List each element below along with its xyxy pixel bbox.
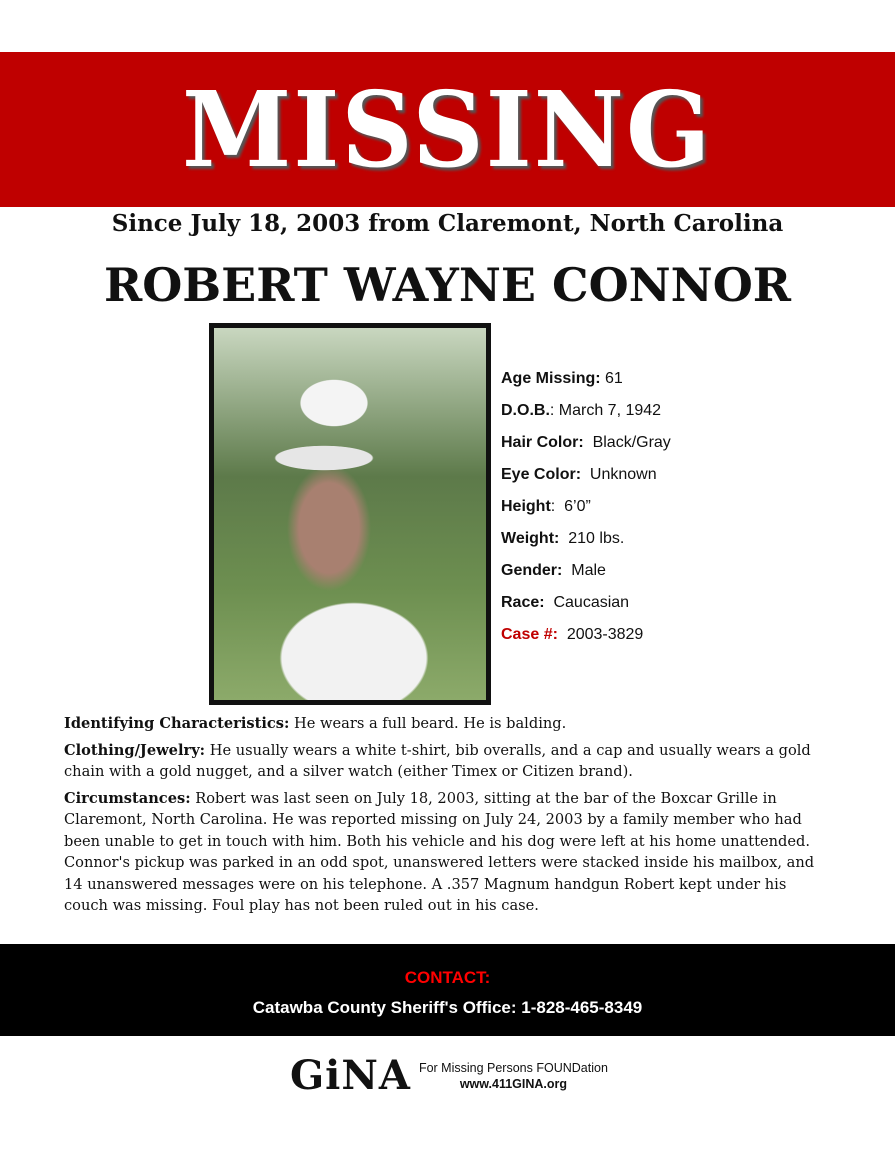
section-label: Circumstances: <box>64 789 191 807</box>
detail-weight <box>501 528 671 560</box>
details-list <box>501 368 671 656</box>
detail-label: Hair Color: <box>501 434 584 451</box>
detail-dob <box>501 400 671 432</box>
contact-band <box>0 944 895 1036</box>
missing-since: Since July 18, 2003 from Claremont, North Carolina <box>111 210 784 237</box>
detail-value: 2003-3829 <box>557 626 644 643</box>
detail-race <box>501 592 671 624</box>
detail-value: : 6’0” <box>550 498 591 515</box>
detail-label: Age Missing: <box>501 370 601 387</box>
gina-url: www.411GINA.org <box>459 1076 568 1091</box>
detail-label: Race: <box>501 594 545 611</box>
contact-phone: Catawba County Sheriff's Office: 1-828-465-8349 <box>252 998 643 1017</box>
detail-value: Male <box>562 562 606 579</box>
gina-tagline: For Missing Persons FOUNDation <box>418 1060 608 1075</box>
section-text: He usually wears a white t-shirt, bib overalls, and a cap and usually wears a gold chain with a gold nugget, and a silver watch (either Timex or Citizen brand). <box>64 741 811 780</box>
section-label: Clothing/Jewelry: <box>64 741 206 759</box>
gina-logo-mark: GiNA <box>290 1052 411 1099</box>
missing-title: MISSING <box>182 68 713 191</box>
missing-banner <box>0 52 895 207</box>
detail-label: Weight: <box>501 530 560 547</box>
detail-label: Gender: <box>501 562 563 579</box>
section-text: He wears a full beard. He is balding. <box>289 715 567 732</box>
detail-value: 210 lbs. <box>559 530 625 547</box>
detail-value: Caucasian <box>544 594 630 611</box>
circumstances <box>64 788 834 917</box>
contact-title: CONTACT: <box>404 968 491 987</box>
detail-hair <box>501 432 671 464</box>
detail-value: Black/Gray <box>583 434 671 451</box>
detail-label: Case #: <box>501 626 558 643</box>
detail-label: D.O.B. <box>501 402 550 419</box>
detail-age <box>501 368 671 400</box>
identifying-characteristics <box>64 713 834 735</box>
clothing-jewelry <box>64 740 834 783</box>
section-label: Identifying Characteristics: <box>64 715 290 732</box>
detail-eye <box>501 464 671 496</box>
detail-label: Height <box>501 498 551 515</box>
person-photo <box>209 323 491 705</box>
detail-case <box>501 624 671 656</box>
detail-value: 61 <box>600 370 623 387</box>
detail-label: Eye Color: <box>501 466 582 483</box>
gina-logo <box>290 1052 608 1099</box>
section-text: Robert was last seen on July 18, 2003, sitting at the bar of the Boxcar Grille in Claremont, North Carolina. He was reported missing on July 24, 2003 by a family member who had been unable to get in touch with him. Both his vehicle and his dog were left at his home unattended. Connor's pickup was parked in an odd spot, unanswered letters were stacked inside his mailbox, and 14 unanswered messages were on his telephone. A .357 Magnum handgun Robert kept under his couch was missing. Foul play has not been ruled out in his case. <box>64 789 815 914</box>
detail-value: Unknown <box>581 466 657 483</box>
person-name: ROBERT WAYNE CONNOR <box>103 258 792 312</box>
detail-height <box>501 496 671 528</box>
description <box>64 713 834 922</box>
detail-value: : March 7, 1942 <box>549 402 662 419</box>
detail-gender <box>501 560 671 592</box>
